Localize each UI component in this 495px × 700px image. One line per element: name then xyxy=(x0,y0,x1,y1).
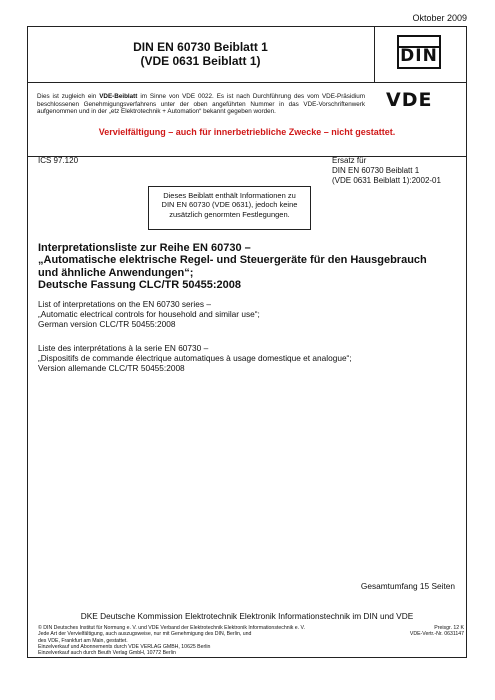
din-logo-text: DIN xyxy=(400,46,438,66)
footer-line1: © DIN Deutsches Institut für Normung e. V. und VDE Verband der Elektrotechnik Elektronik Informationstechnik e. V. xyxy=(38,625,305,631)
replacement-line2: DIN EN 60730 Beiblatt 1 xyxy=(332,166,420,175)
document-title-line1: DIN EN 60730 Beiblatt 1 xyxy=(133,40,268,54)
main-title-line3: und ähnliche Anwendungen“; xyxy=(38,266,194,279)
vde-info-bold: VDE-Beiblatt xyxy=(99,93,138,100)
footer-line5: Einzelverkauf auch durch Beuth Verlag GmbH, 10772 Berlin xyxy=(38,650,176,657)
french-title xyxy=(38,343,458,373)
footer-line3: des VDE, Frankfurt am Main, gestattet. xyxy=(38,637,128,644)
din-logo-bar xyxy=(399,46,439,48)
reproduction-warning: Vervielfältigung – auch für innerbetriebliche Zwecke – nicht gestattet. xyxy=(98,127,396,137)
vde-logo: VDE xyxy=(386,89,433,111)
replacement-line1: Ersatz für xyxy=(332,156,367,165)
english-title-line1: List of interpretations on the EN 60730 series – xyxy=(38,299,211,309)
ics-code: ICS 97.120 xyxy=(38,156,79,165)
main-title-line4: Deutsche Fassung CLC/TR 50455:2008 xyxy=(38,278,241,291)
copyright-footer xyxy=(38,625,368,656)
vde-info-paragraph xyxy=(37,93,365,116)
footer-line2: Jede Art der Vervielfältigung, auch auszugsweise, nur mit Genehmigung des DIN, Berlin, und xyxy=(38,631,252,638)
german-main-title xyxy=(38,242,458,291)
notice-line3: zusätzlich genormten Festlegungen. xyxy=(169,209,290,219)
publication-date: Oktober 2009 xyxy=(412,13,467,23)
main-title-line1: Interpretationsliste zur Reihe EN 60730 – xyxy=(38,242,251,254)
french-title-line3: Version allemande CLC/TR 50455:2008 xyxy=(38,363,185,373)
footer-line4: Einzelverkauf und Abonnements durch VDE VERLAG GMBH, 10625 Berlin xyxy=(38,643,211,650)
replacement-info xyxy=(332,156,441,186)
english-title-line3: German version CLC/TR 50455:2008 xyxy=(38,319,176,329)
main-title-line2: „Automatische elektrische Regel- und Steuergeräte für den Hausgebrauch xyxy=(38,254,427,267)
vde-info-part2: im Sinne von VDE 0022. Es ist nach Durchführung des vom VDE-Präsidium beschlossenen Genehmigungsverfahrens unter der oben angeführten Nummer in das VDE-Vorschriftenwerk aufgenommen und in der „etz Elektrotechnik + Automation“ bekannt gegeben worden. xyxy=(37,93,365,116)
din-logo xyxy=(397,35,441,69)
price-group: Preisgr. 12 K xyxy=(434,625,464,631)
notice-line2: DIN EN 60730 (VDE 0631), jedoch keine xyxy=(161,200,298,210)
dke-commission: DKE Deutsche Kommission Elektrotechnik Elektronik Informationstechnik im DIN und VDE xyxy=(80,611,414,621)
replacement-line3: (VDE 0631 Beiblatt 1):2002-01 xyxy=(332,176,441,185)
supplement-notice-box xyxy=(148,186,311,230)
english-title-line2: „Automatic electrical controls for household and similar use“; xyxy=(38,309,260,319)
notice-line1: Dieses Beiblatt enthält Informationen zu xyxy=(163,191,296,200)
vde-order-number: VDE-Vertr.-Nr. 0631147 xyxy=(409,631,464,638)
total-pages: Gesamtumfang 15 Seiten xyxy=(360,581,455,591)
document-title-box xyxy=(27,26,375,83)
document-title-line2: (VDE 0631 Beiblatt 1) xyxy=(140,54,261,68)
price-footer xyxy=(404,625,464,638)
french-title-line1: Liste des interprétations à la serie EN 60730 – xyxy=(38,343,209,353)
vde-info-part1: Dies ist zugleich ein xyxy=(37,93,100,100)
english-title xyxy=(38,299,458,329)
document-frame xyxy=(27,26,467,658)
french-title-line2: „Dispositifs de commande électrique automatiques à usage domestique et analogue“; xyxy=(38,353,352,363)
